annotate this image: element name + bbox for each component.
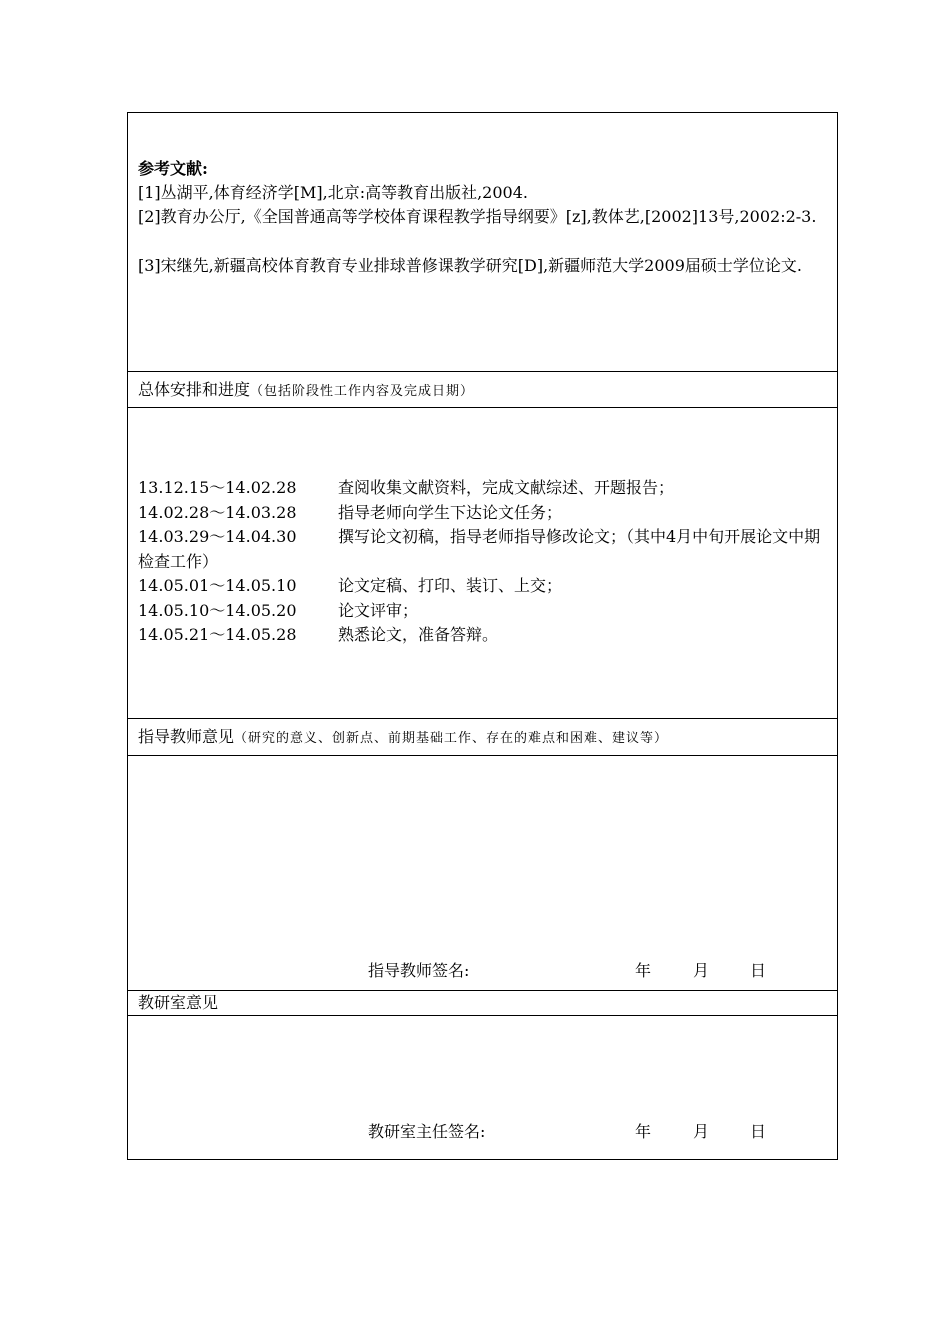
month-label: 月 [693,1122,710,1141]
advisor-content [128,755,837,990]
advisor-title-row [128,718,837,755]
schedule-title-text: 总体安排和进度 [138,380,251,399]
month-label: 月 [693,961,710,980]
advisor-title [138,727,668,749]
schedule-task: 论文定稿、打印、装订、上交； [338,576,563,595]
schedule-date: 14.05.21～14.05.28 [138,625,297,644]
schedule-task: 指导老师向学生下达论文任务； [338,502,563,522]
schedule-item [138,476,829,501]
schedule-item [138,623,829,648]
schedule-date: 14.03.29～14.04.30 [138,527,297,546]
references-heading: 参考文献: [138,159,208,178]
schedule-date: 13.12.15～14.02.28 [138,478,297,497]
advisor-signature-label: 指导教师签名: [368,961,470,980]
schedule-list [138,476,829,648]
schedule-date: 14.02.28～14.03.28 [138,502,297,522]
schedule-content [128,407,837,718]
department-title-row [128,990,837,1015]
department-signature-label: 教研室主任签名: [368,1122,486,1141]
schedule-task: 论文评审； [338,600,419,620]
schedule-item [138,599,829,624]
schedule-date: 14.05.01～14.05.10 [138,576,297,595]
year-label: 年 [635,961,652,980]
day-label: 日 [750,1122,767,1141]
schedule-task: 熟悉论文，准备答辩。 [338,625,499,644]
schedule-task: 撰写论文初稿，指导老师指导修改论文；（其中4月中旬开展论文中期检查工作） [138,527,821,571]
references-section [128,113,837,371]
schedule-task: 查阅收集文献资料，完成文献综述、开题报告； [338,478,675,497]
schedule-item [138,501,829,526]
day-label: 日 [750,961,767,980]
reference-item: [2]教育办公厅,《全国普通高等学校体育课程教学指导纲要》[z],教体艺,[2002]13号,2002:2-3. [138,207,817,226]
advisor-title-note: （研究的意义、创新点、前期基础工作、存在的难点和困难、建议等） [234,731,669,746]
schedule-item [138,574,829,599]
form-table [127,112,838,1160]
schedule-title [138,380,474,402]
reference-item: [1]丛湖平,体育经济学[M],北京:高等教育出版社,2004. [138,183,528,202]
department-title: 教研室意见 [138,993,219,1012]
schedule-date: 14.05.10～14.05.20 [138,600,297,620]
schedule-item [138,525,829,574]
schedule-title-row [128,371,837,407]
department-content [128,1015,837,1159]
schedule-title-note: （包括阶段性工作内容及完成日期） [250,384,475,399]
year-label: 年 [635,1122,652,1141]
advisor-title-text: 指导教师意见 [138,727,235,746]
reference-item: [3]宋继先,新疆高校体育教育专业排球普修课教学研究[D],新疆师范大学2009届硕士学位论文. [138,256,802,275]
